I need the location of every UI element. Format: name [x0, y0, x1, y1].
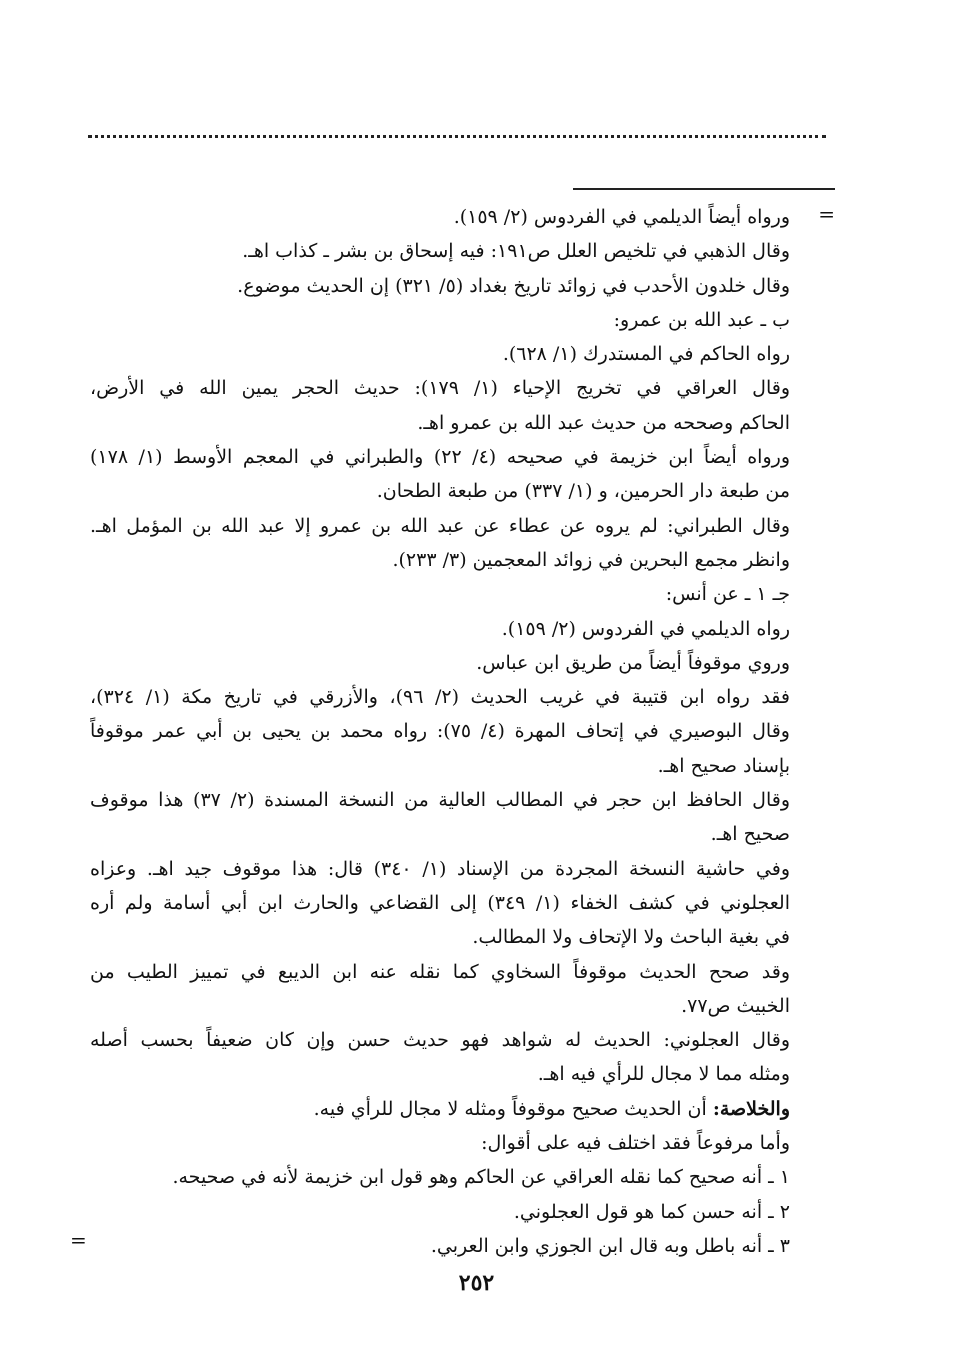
- conclusion-text: أن الحديث صحيح موقوفاً ومثله لا مجال للرأي فيه.: [313, 1097, 713, 1120]
- text-line: ومثله مما لا مجال للرأي فيه اهـ.: [537, 1063, 790, 1086]
- text-line: جـ ١ ـ عن أنس:: [665, 583, 790, 606]
- text-line: وانظر مجمع البحرين في زوائد المعجمين (٣/ ٢٣٣).: [392, 548, 790, 571]
- text-line: الخبيث ص٧٧.: [681, 994, 790, 1017]
- text-line: ورواه أيضاً ابن خزيمة في صحيحه (٤/ ٢٢) والطبراني في المعجم الأوسط (١/ ١٧٨): [90, 446, 790, 469]
- page-number: ٢٥٢: [458, 1270, 495, 1296]
- text-line: من طبعة دار الحرمين، و (١/ ٣٣٧) من طبعة الطحان.: [376, 480, 790, 503]
- text-line: وقال البوصيري في إتحاف المهرة (٤/ ٧٥): رواه محمد بن يحيى بن أبي عمر موقوفاً: [90, 720, 790, 743]
- footnote-separator-rule: [573, 188, 835, 190]
- text-line: صحيح اهـ.: [710, 823, 790, 846]
- header-dotted-rule: [88, 135, 826, 138]
- text-line: وقال الطبراني: لم يروه عن عطاء عن عبد الله بن عمرو إلا عبد الله بن المؤمل اهـ.: [90, 514, 790, 537]
- footnote-body: [90, 200, 790, 1263]
- text-line: رواه الحاكم في المستدرك (١/ ٦٢٨).: [502, 343, 790, 366]
- opinions-intro-line: وأما مرفوعاً فقد اختلف فيه على أقوال:: [481, 1132, 790, 1155]
- text-line: ب ـ عبد الله بن عمرو:: [613, 308, 790, 331]
- footnote-lines: [90, 200, 790, 1092]
- conclusion-line: [90, 1092, 790, 1126]
- text-line: رواه الديلمي في الفردوس (٢/ ١٥٩).: [501, 617, 790, 640]
- continuation-mark-bottom: =: [70, 1228, 87, 1252]
- conclusion-label: والخلاصة:: [712, 1097, 790, 1120]
- text-line: العجلوني في كشف الخفاء (١/ ٣٤٩) إلى القضاعي والحارث ابن أبي أسامة ولم أره: [90, 891, 790, 914]
- text-line: وقال الذهبي في تلخيص العلل ص١٩١: فيه إسحاق بن بشر ـ كذاب اهـ.: [242, 240, 790, 263]
- text-line: بإسناد صحيح اهـ.: [657, 754, 790, 777]
- text-line: في بغية الباحث ولا الإتحاف ولا المطالب.: [472, 926, 790, 949]
- text-line: وقال الحافظ ابن حجر في المطالب العالية من النسخة المسندة (٢/ ٣٧) هذا موقوف: [90, 789, 790, 812]
- text-line: وقال العجلوني: الحديث له شواهد فهو حديث حسن وإن كان ضعيفاً بحسب أصله: [90, 1029, 790, 1052]
- text-line: الحاكم وصححه من حديث عبد الله بن عمرو اهـ.: [417, 411, 790, 434]
- opinion-item: ١ ـ أنه صحيح كما نقله العراقي عن الحاكم وهو قول ابن خزيمة لأنه في صحيحه.: [172, 1166, 790, 1189]
- text-line: ورواه أيضاً الديلمي في الفردوس (٢/ ١٥٩).: [453, 206, 790, 228]
- text-line: وقال العراقي في تخريج الإحياء (١/ ١٧٩): حديث الحجر يمين الله في الأرض،: [90, 377, 790, 400]
- text-line: وفي حاشية النسخة المجردة من الإسناد (١/ ٣٤٠) قال: هذا موقوف جيد اهـ. وعزاه: [90, 857, 790, 880]
- opinion-item: ٢ ـ أنه حسن كما هو قول العجلوني.: [513, 1200, 790, 1223]
- text-line: فقد رواه ابن قتيبة في غريب الحديث (٢/ ٩٦)، والأزرقي في تاريخ مكة (١/ ٣٢٤)،: [90, 686, 790, 709]
- continuation-mark-top: =: [818, 202, 835, 226]
- opinions-list: [90, 1126, 790, 1263]
- text-line: وروي موقوفاً أيضاً من طريق ابن عباس.: [476, 651, 790, 674]
- text-line: وقد صحح الحديث موقوفاً السخاوي كما نقله عنه ابن الديبع في تمييز الطيب من: [90, 960, 790, 983]
- text-line: وقال خلدون الأحدب في زوائد تاريخ بغداد (٥/ ٣٢١) إن الحديث موضوع.: [237, 274, 790, 297]
- opinion-item: ٣ ـ أنه باطل وبه قال ابن الجوزي وابن العربي.: [430, 1234, 790, 1257]
